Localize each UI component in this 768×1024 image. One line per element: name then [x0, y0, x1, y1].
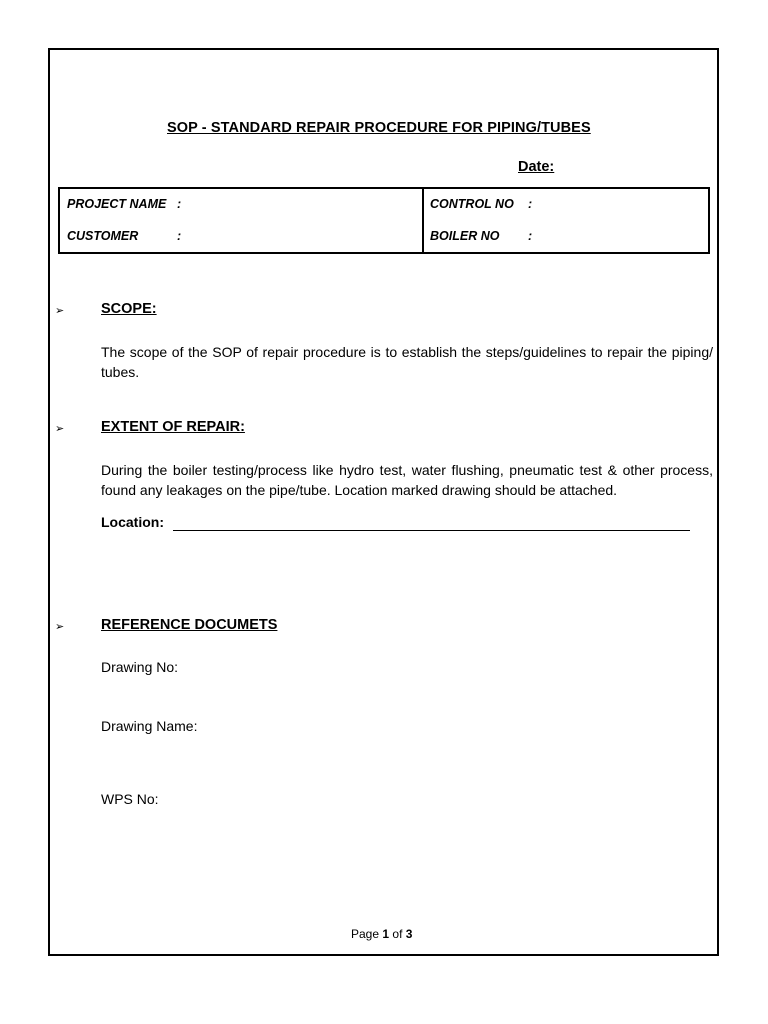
extent-text: During the boiler testing/process like hydro test, water flushing, pneumatic test & other process, found any leakages on the pipe/tube. Location marked drawing should be attached.	[101, 462, 713, 498]
extent-heading: EXTENT OF REPAIR:	[101, 419, 245, 435]
current-page-number: 1	[382, 927, 390, 941]
table-divider	[422, 189, 424, 252]
extent-bullet-icon: ➢	[55, 423, 65, 435]
location-label: Location:	[101, 514, 164, 530]
drawing-no-label: Drawing No:	[101, 659, 179, 675]
drawing-name-label: Drawing Name:	[101, 718, 198, 734]
references-heading: REFERENCE DOCUMETS	[101, 617, 278, 633]
page-footer	[351, 927, 412, 941]
project-name-colon: :	[177, 197, 182, 211]
customer-colon: :	[177, 229, 182, 243]
date-label: Date:	[518, 159, 555, 175]
scope-heading: SCOPE:	[101, 301, 157, 317]
boiler-no-colon: :	[528, 229, 533, 243]
page-word: Page	[351, 927, 380, 941]
total-pages-number: 3	[405, 927, 413, 941]
of-word: of	[392, 927, 403, 941]
document-title: SOP - STANDARD REPAIR PROCEDURE FOR PIPING/TUBES	[167, 120, 591, 136]
control-no-label: CONTROL NO	[430, 197, 514, 211]
page-border	[48, 48, 719, 956]
scope-bullet-icon: ➢	[55, 305, 65, 317]
project-name-label: PROJECT NAME	[67, 197, 167, 211]
scope-text: The scope of the SOP of repair procedure is to establish the steps/guidelines to repair the piping/ tubes.	[101, 344, 713, 380]
references-bullet-icon: ➢	[55, 621, 65, 633]
customer-label: CUSTOMER	[67, 229, 139, 243]
wps-no-label: WPS No:	[101, 791, 159, 807]
boiler-no-label: BOILER NO	[430, 229, 500, 243]
location-blank-line	[173, 530, 690, 531]
project-info-table	[58, 187, 710, 254]
control-no-colon: :	[528, 197, 533, 211]
